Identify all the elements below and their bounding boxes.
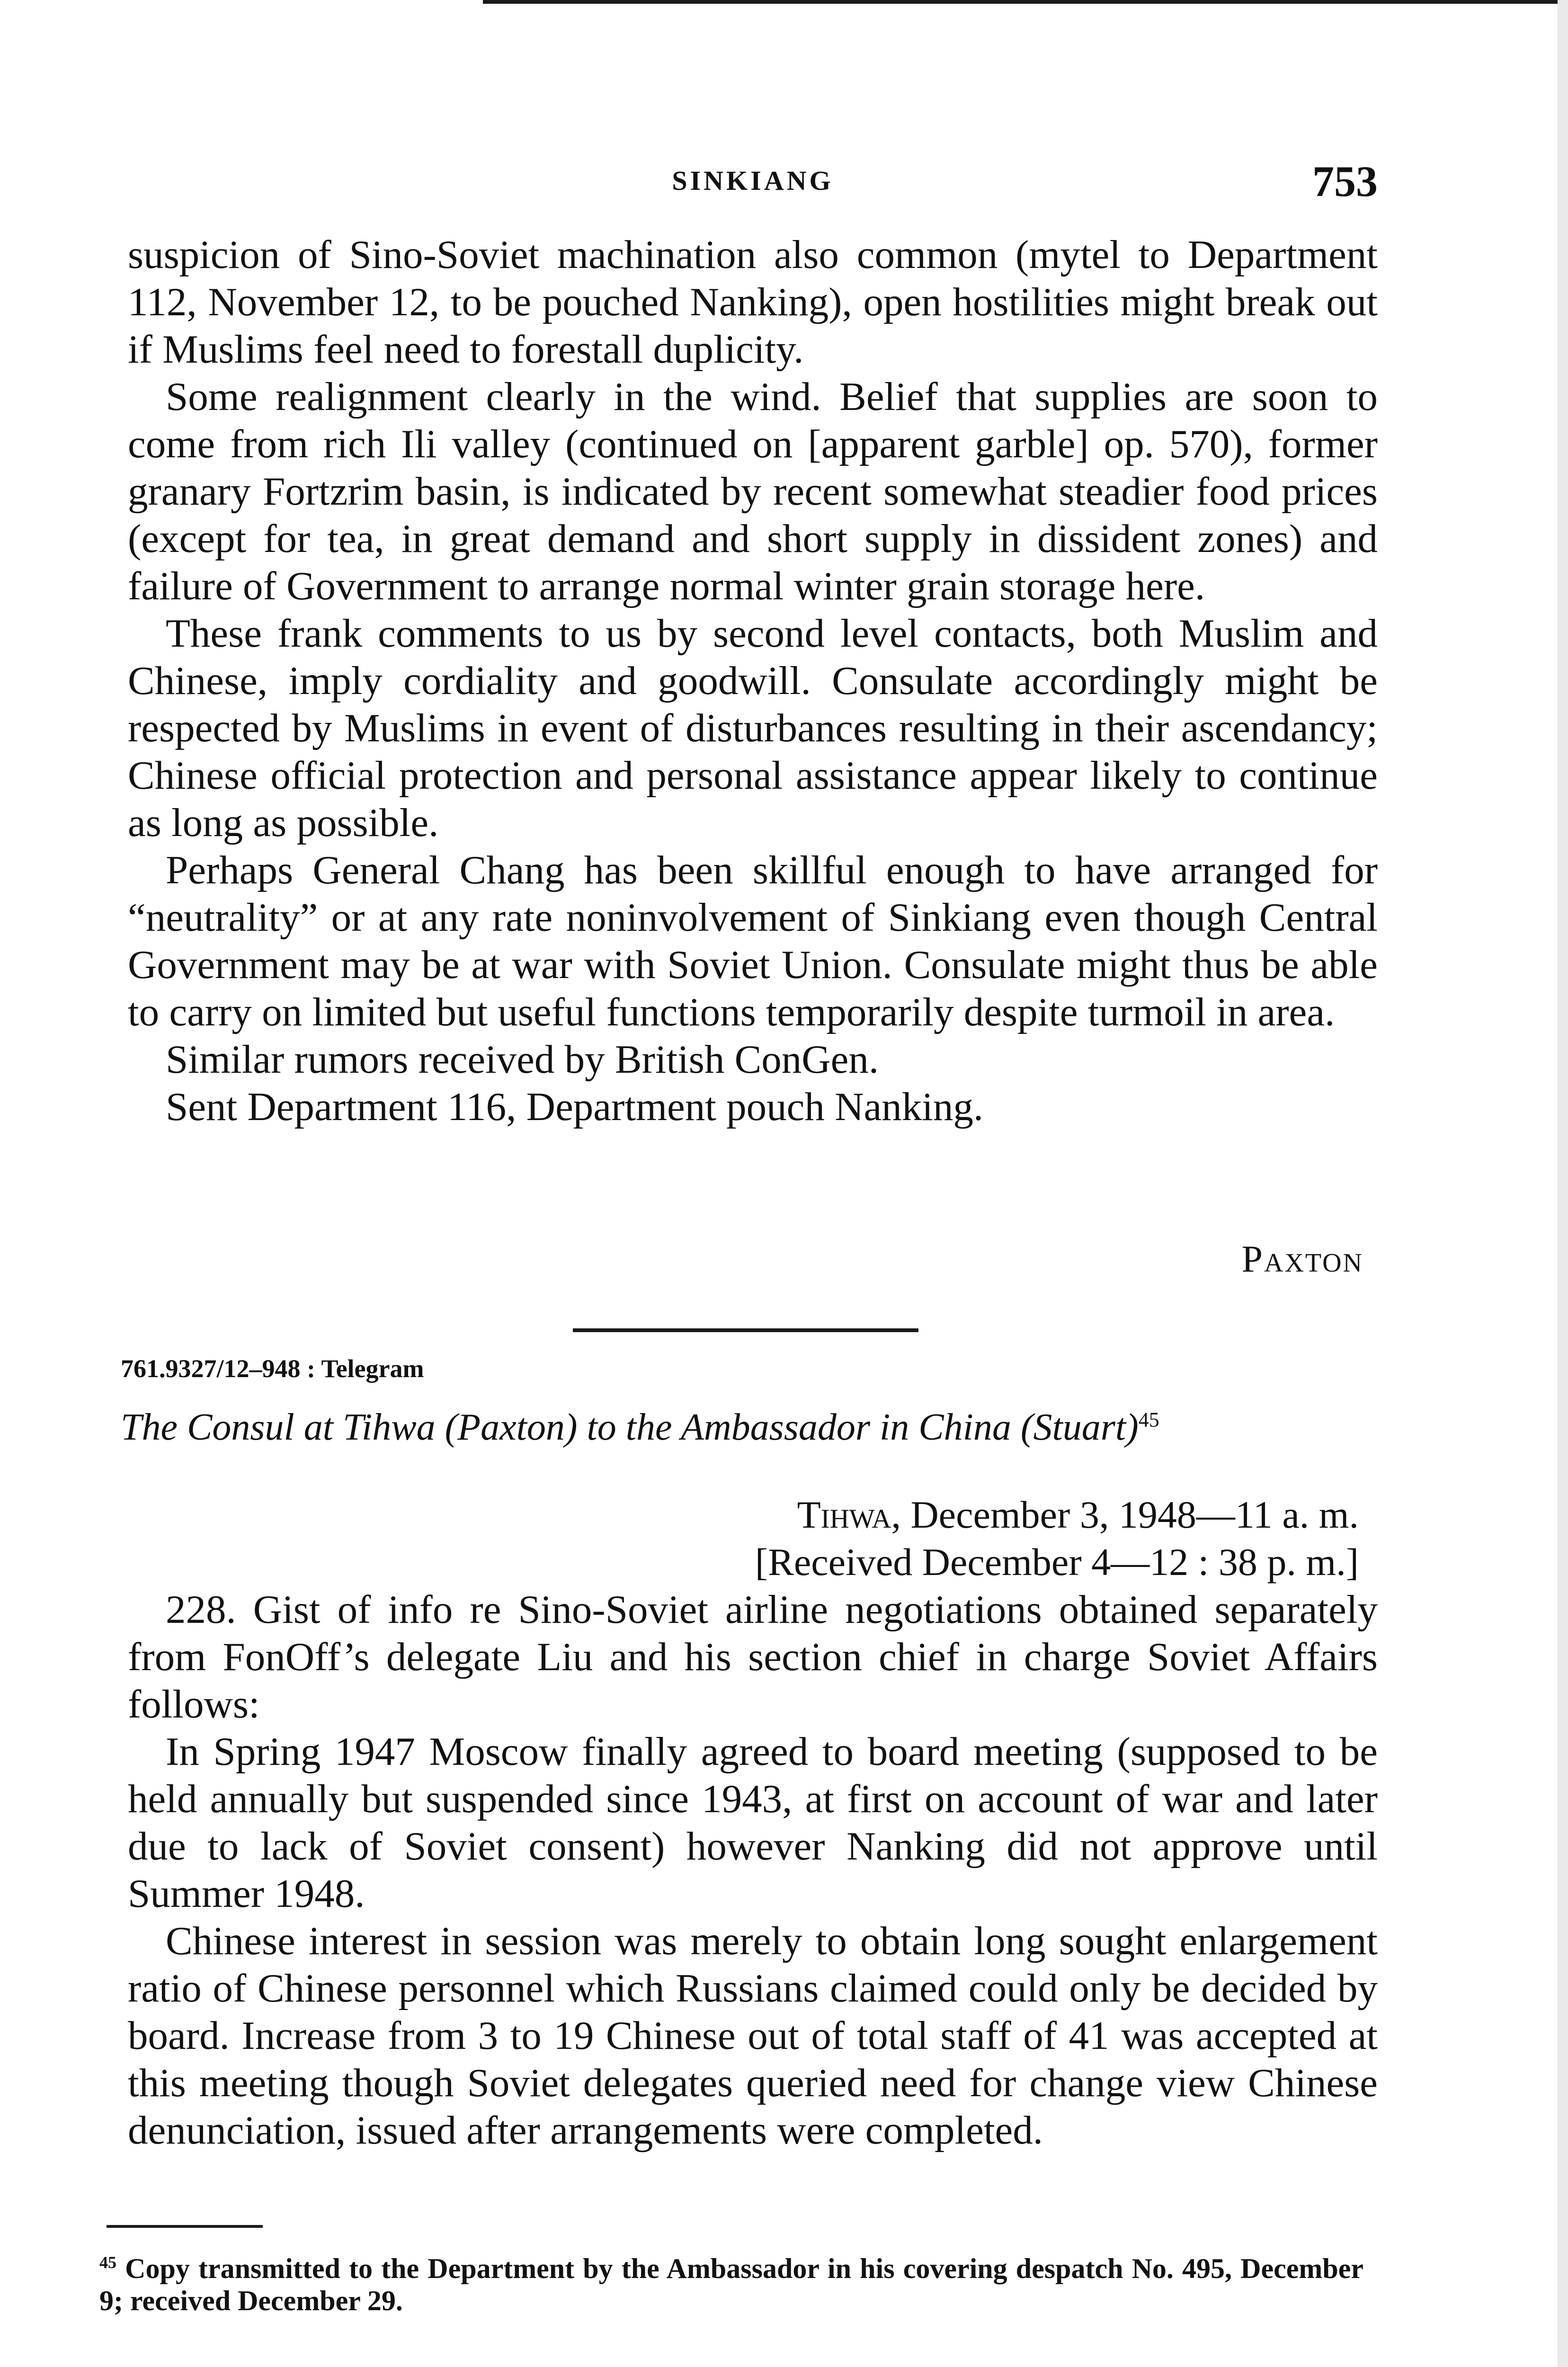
file-reference: 761.9327/12–948 : Telegram — [121, 1354, 424, 1383]
body-paragraph: Chinese interest in session was merely to obtain long sought enlargement ratio of Chinese personnel which Russians claimed could only be decided by board. Increase from 3 to 19 Chinese out of total staff of 41 was accepted at this meeting though Soviet delegates queried need for change view Chinese denunciation, issued after arrangements were completed. — [128, 1919, 1378, 2153]
body-paragraph: suspicion of Sino-Soviet machination also common (mytel to Department 112, November 12, to be pouched Nanking), open hostilities might break out if Muslims feel need to forestall duplicity. — [128, 232, 1378, 372]
page-number: 753 — [1312, 157, 1378, 205]
sent-date: , December 3, 1948—11 a. m. — [891, 1493, 1359, 1536]
body-paragraph: Some realignment clearly in the wind. Belief that supplies are soon to come from rich Ili valley (continued on [apparent garble] op. 570), former granary Fortzrim basin, is indicated by recent somewhat steadier food prices (except for tea, in great demand and short supply in dissident zones) and failure of Government to arrange normal winter grain storage here. — [128, 374, 1378, 608]
scan-top-rule — [483, 0, 1568, 4]
sent-dateline — [128, 1491, 1359, 1539]
body-paragraph: 228. Gist of info re Sino-Soviet airline negotiations obtained separately from FonOff’s delegate Liu and his section chief in charge Soviet Affairs follows: — [128, 1587, 1378, 1726]
scan-edge-shadow — [1558, 0, 1568, 2367]
telegram-body — [128, 1586, 1378, 2154]
signature: Paxton — [1241, 1238, 1363, 1280]
place-name: Tihwa — [797, 1493, 891, 1536]
footnote — [99, 2246, 1363, 2317]
running-head: SINKIANG — [672, 165, 834, 196]
footnote-number: 45 — [99, 2253, 116, 2272]
page-header — [128, 156, 1378, 204]
document-title — [121, 1406, 1380, 1449]
body-paragraph: Sent Department 116, Department pouch Nanking. — [166, 1085, 984, 1129]
body-paragraph: In Spring 1947 Moscow finally agreed to board meeting (supposed to be held annually but suspended since 1943, at first on account of war and later due to lack of Soviet consent) however Nanking did not approve until Summer 1948. — [128, 1729, 1378, 1916]
dateline — [128, 1491, 1359, 1586]
body-paragraph: Similar rumors received by British ConGen. — [166, 1037, 879, 1082]
body-paragraph: These frank comments to us by second level contacts, both Muslim and Chinese, imply cordiality and goodwill. Consulate accordingly might be respected by Muslims in event of disturbances resulting in their ascendancy; Chinese official protection and personal assistance appear likely to continue as long as possible. — [128, 611, 1378, 845]
footnote-text: Copy transmitted to the Department by the Ambassador in his covering despatch No. 495, December 9; received December 29. — [99, 2253, 1364, 2316]
body-paragraph: Perhaps General Chang has been skillful enough to have arranged for “neutrality” or at any rate noninvolvement of Sinkiang even though Central Government may be at war with Soviet Union. Consulate might thus be able to carry on limited but useful functions temporarily despite turmoil in area. — [128, 848, 1378, 1034]
continued-telegram-body — [128, 231, 1378, 1130]
footnote-mark: 45 — [1138, 1408, 1159, 1432]
section-divider — [573, 1328, 918, 1332]
received-dateline: [Received December 4—12 : 38 p. m.] — [755, 1540, 1359, 1584]
footnote-rule — [107, 2225, 263, 2228]
document-title-text: The Consul at Tihwa (Paxton) to the Ambassador in China (Stuart) — [121, 1406, 1139, 1448]
